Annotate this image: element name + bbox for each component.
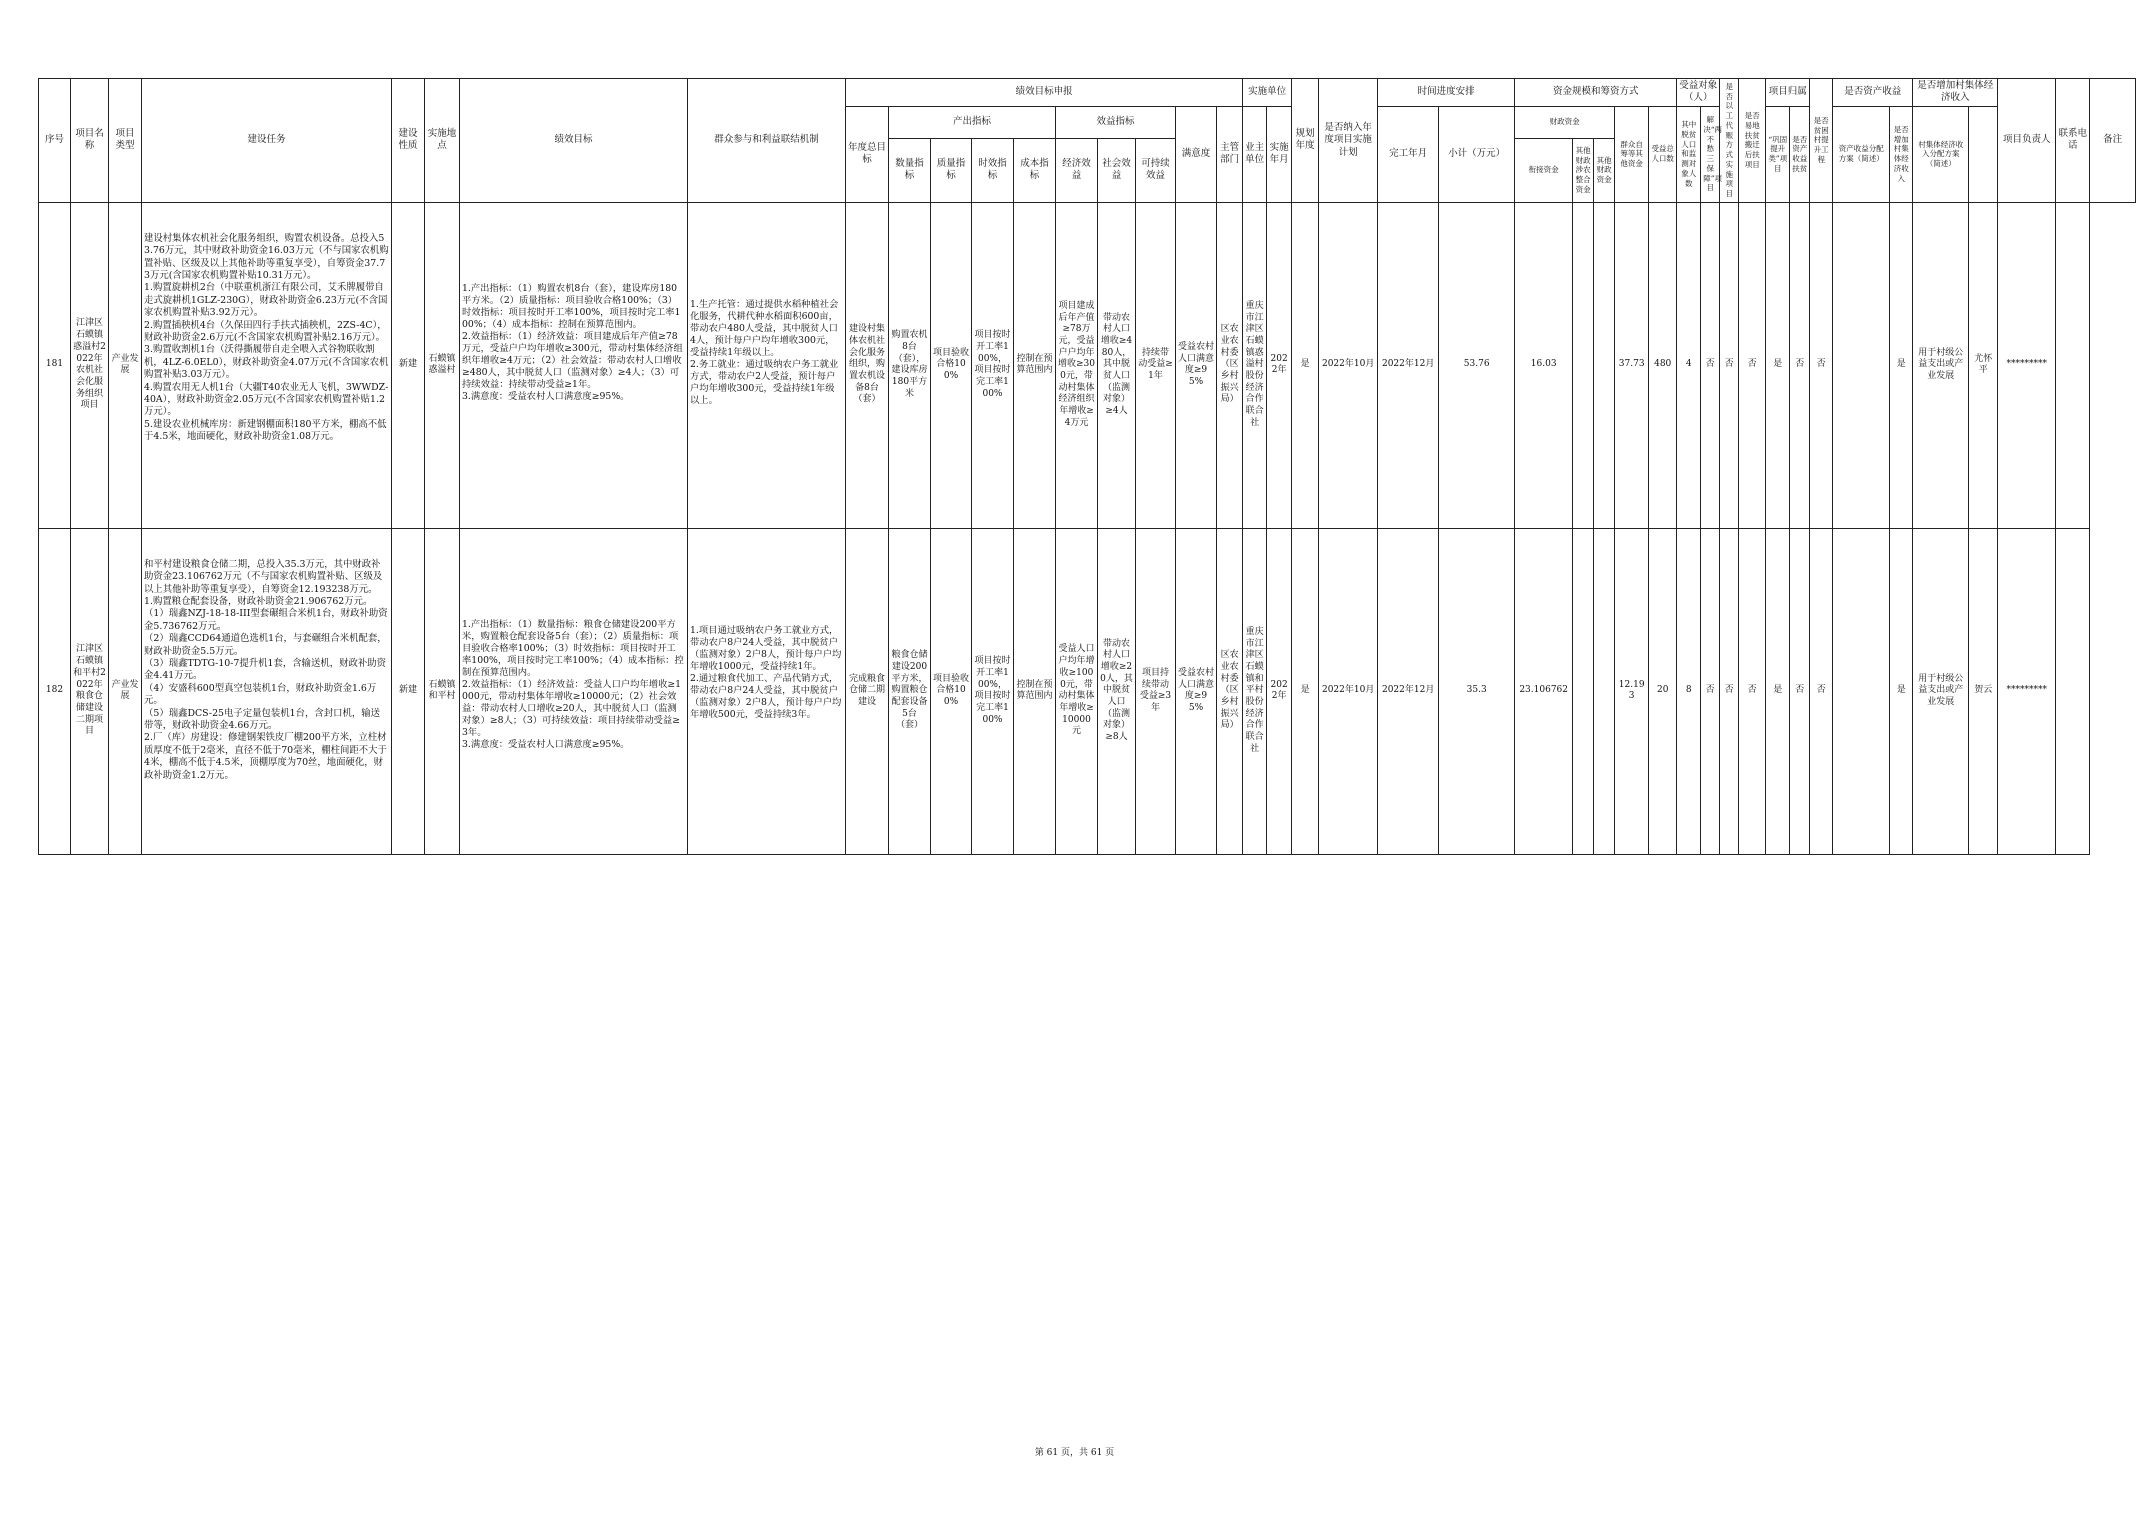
header-plan-year: 规划年度 xyxy=(1292,79,1319,203)
header-qty: 数量指标 xyxy=(889,138,931,202)
cell-asset-yn: 否 xyxy=(1810,202,1833,528)
header-asset-plan: 资产收益分配方案（简述） xyxy=(1833,106,1890,202)
header-coll-yn: 是否增加村集体经济收入 xyxy=(1890,106,1913,202)
header-fiscal: 财政资金 xyxy=(1515,106,1615,138)
cell-two-guar: 否 xyxy=(1739,528,1766,854)
cell-annual: 完成粮食仓储二期建设 xyxy=(846,528,889,854)
header-cost: 成本指标 xyxy=(1014,138,1056,202)
cell-start: 2022年10月 xyxy=(1319,202,1378,528)
header-collective: 是否增加村集体经济收入 xyxy=(1913,79,1998,107)
header-sustain: 可持续效益 xyxy=(1136,138,1176,202)
cell-fund-link: 23.106762 xyxy=(1515,528,1573,854)
header-schedule: 时间进度安排 xyxy=(1378,79,1515,107)
cell-coll-plan: 用于村级公益支出或产业发展 xyxy=(1913,528,1969,854)
cell-two-guar: 否 xyxy=(1739,202,1766,528)
header-goal: 绩效目标 xyxy=(460,79,688,203)
cell-plan-year: 2022年 xyxy=(1267,202,1292,528)
header-lift: 是否贫困村提升工程 xyxy=(1810,79,1833,203)
cell-consolidate: 是 xyxy=(1766,528,1790,854)
header-name: 项目名称 xyxy=(71,79,109,203)
cell-satisfaction: 受益农村人口满意度≥95% xyxy=(1176,202,1217,528)
header-fund-other: 其他财政资金 xyxy=(1594,138,1615,202)
header-qual: 质量指标 xyxy=(931,138,972,202)
header-beneficiaries: 受益对象（人） xyxy=(1677,79,1720,107)
header-time: 时效指标 xyxy=(972,138,1014,202)
header-owner: 业主单位 xyxy=(1243,106,1267,202)
header-place: 实施地点 xyxy=(425,79,460,203)
header-ownership: 项目归属 xyxy=(1766,79,1810,107)
cell-plan-year: 2022年 xyxy=(1267,528,1292,854)
header-remark: 备注 xyxy=(2090,79,2136,203)
cell-asset-plan xyxy=(1833,528,1890,854)
header-fund-link: 衔接资金 xyxy=(1515,138,1573,202)
cell-goal: 1.产出指标：（1）购置农机8台（套），建设库房180平方米。（2）质量指标：项目验收合格100%；（3）时效指标：项目按时开工率100%，项目按时完工率100%；（4）成本指标：控制在预算范围内。 2.效益指标：（1）经济效益：项目建成后年产值≥78万元，受益户户均年增收≥300元，带动村集体经济组织年增收≥4万元；（2）社会效益：带动农村人口增收≥480人，其中脱贫人口（监测对象）≥4人；（3）可持续效益：持续带动受益≥1年。 3.满意度：受益农村人口满意度≥95%。 xyxy=(460,202,688,528)
cell-coll-plan: 用于村级公益支出或产业发展 xyxy=(1913,202,1969,528)
cell-coll-yn: 是 xyxy=(1890,202,1913,528)
cell-lift: 否 xyxy=(1790,528,1810,854)
header-nature: 建设性质 xyxy=(392,79,425,203)
header-output: 产出指标 xyxy=(889,106,1056,138)
cell-workrelief: 否 xyxy=(1701,202,1720,528)
header-econ: 经济效益 xyxy=(1056,138,1098,202)
header-relocation: 是否易地扶贫搬迁后扶项目 xyxy=(1739,79,1766,203)
header-leader: 项目负责人 xyxy=(1998,79,2056,203)
cell-nature: 新建 xyxy=(392,528,425,854)
cell-sustain: 项目持续带动受益≥3年 xyxy=(1136,528,1176,854)
cell-remark xyxy=(2056,202,2090,528)
header-two-guar: 解决“两不愁三保障”项目 xyxy=(1701,106,1720,202)
cell-asset-plan xyxy=(1833,202,1890,528)
cell-social: 带动农村人口增收≥20人，其中脱贫人口（监测对象）≥8人 xyxy=(1098,528,1136,854)
cell-coll-yn: 是 xyxy=(1890,528,1913,854)
cell-qual: 项目验收合格100% xyxy=(931,202,972,528)
header-dept: 主管部门 xyxy=(1217,106,1243,202)
header-annual: 年度总目标 xyxy=(846,106,889,202)
cell-subtotal: 53.76 xyxy=(1439,202,1515,528)
cell-nature: 新建 xyxy=(392,202,425,528)
cell-owner: 重庆市江津区石蟆镇和平村股份经济合作联合社 xyxy=(1243,528,1267,854)
cell-annual: 建设村集体农机社会化服务组织，购置农机设备8台（套） xyxy=(846,202,889,528)
header-fund-other-int: 其他财政涉农整合资金 xyxy=(1573,138,1594,202)
cell-cost: 控制在预算范围内 xyxy=(1014,202,1056,528)
cell-benef-poor: 8 xyxy=(1677,528,1701,854)
header-benef-total: 受益总人口数 xyxy=(1649,106,1677,202)
cell-time: 项目按时开工率100%，项目按时完工率100% xyxy=(972,202,1014,528)
cell-fund-other xyxy=(1594,202,1615,528)
header-consolidate: “巩固提升类”项目 xyxy=(1766,106,1790,202)
header-benefit: 效益指标 xyxy=(1056,106,1176,138)
cell-fund-other-int xyxy=(1573,528,1594,854)
cell-econ: 受益人口户均年增收≥1000元，带动村集体年增收≥10000元 xyxy=(1056,528,1098,854)
cell-seq: 182 xyxy=(39,528,71,854)
cell-fund-link: 16.03 xyxy=(1515,202,1573,528)
header-funds: 资金规模和筹资方式 xyxy=(1515,79,1677,107)
cell-consolidate: 是 xyxy=(1766,202,1790,528)
header-asset-yn: 是否资产收益扶贫 xyxy=(1790,106,1810,202)
cell-place: 石蟆镇惑溢村 xyxy=(425,202,460,528)
header-perf: 绩效目标申报 xyxy=(846,79,1243,107)
header-workrelief: 是否以工代赈方式实施项目 xyxy=(1720,79,1739,203)
cell-task: 建设村集体农机社会化服务组织，购置农机设备。总投入53.76万元，其中财政补助资金16.03万元（不与国家农机购置补贴、区级及以上其他补助等重复享受），自筹资金37.73万元(含国家农机购置补贴10.31万元）。 1.购置旋耕机2台（中联重机浙江有限公司，艾禾牌履带自走式旋耕机1GLZ-230G），财政补助资金6.23万元(不含国家农机购置补贴3.92万元）。 2.购置插秧机4台（久保田四行手扶式插秧机，2ZS-4C），财政补助资金2.6万元(不含国家农机购置补贴2.16万元）。 3.购置收割机1台（沃得撕履带自走全喂入式谷物联收割机，4LZ-6.0EL0），财政补助资金4.07万元(不含国家农机购置补贴3.03万元）。 4.购置农用无人机1台（大疆T40农业无人飞机，3WWDZ-40A），财政补助资金2.05万元(不含国家农机购置补贴1.2万元）。 5.建设农业机械库房：新建钢棚面积180平方米，棚高不低于4.5米，地面硬化，财政补助资金1.08万元。 xyxy=(142,202,392,528)
header-benef-poor: 其中脱贫人口和监测对象人数 xyxy=(1677,106,1701,202)
cell-econ: 项目建成后年产值≥78万元，受益户户均年增收≥300元，带动村集体经济组织年增收≥4万元 xyxy=(1056,202,1098,528)
cell-workrelief: 否 xyxy=(1701,528,1720,854)
cell-phone: ********* xyxy=(1998,202,2056,528)
cell-dept: 区农业农村委（区乡村振兴局） xyxy=(1217,202,1243,528)
header-asset: 是否资产收益 xyxy=(1833,79,1913,107)
cell-in-plan: 是 xyxy=(1292,528,1319,854)
cell-sustain: 持续带动受益≥1年 xyxy=(1136,202,1176,528)
cell-mass: 1.生产托管：通过提供水稻种植社会化服务，代耕代种水稻面积600亩，带动农户480人受益，其中脱贫人口4人，预计每户户均年增收300元，受益持续1年级以上。 2.务工就业：通过吸纳农户务工就业方式，带动农户2人受益，预计每户户均年增收300元，受益持续1年级以上。 xyxy=(688,202,846,528)
cell-selfraise: 12.193 xyxy=(1615,528,1649,854)
cell-qty: 粮食仓储建设200平方米，购置粮仓配套设备5台（套） xyxy=(889,528,931,854)
cell-satisfaction: 受益农村人口满意度≥95% xyxy=(1176,528,1217,854)
header-satisfaction: 满意度 xyxy=(1176,106,1217,202)
header-start: 实施年月 xyxy=(1267,106,1292,202)
header-phone: 联系电话 xyxy=(2056,79,2090,203)
cell-goal: 1.产出指标：（1）数量指标：粮食仓储建设200平方米，购置粮仓配套设备5台（套）；（2）质量指标：项目验收合格率100%；（3）时效指标：项目按时开工率100%，项目按时完工率100%；（4）成本指标：控制在预算范围内。 2.效益指标：（1）经济效益：受益人口户均年增收≥1000元，带动村集体年增收≥10000元；（2）社会效益：带动农村人口增收≥20人，其中脱贫人口（监测对象）≥8人；（3）可持续效益：项目持续带动受益≥3年。 3.满意度：受益农村人口满意度≥95%。 xyxy=(460,528,688,854)
cell-qual: 项目验收合格100% xyxy=(931,528,972,854)
header-social: 社会效益 xyxy=(1098,138,1136,202)
cell-leader: 尤怀平 xyxy=(1969,202,1998,528)
header-selfraise: 群众自筹等其他资金 xyxy=(1615,106,1649,202)
cell-qty: 购置农机8台（套），建设库房180平方米 xyxy=(889,202,931,528)
cell-owner: 重庆市江津区石蟆镇惑溢村股份经济合作联合社 xyxy=(1243,202,1267,528)
cell-leader: 贺云 xyxy=(1969,528,1998,854)
header-coll-plan: 村集体经济收入分配方案（简述） xyxy=(1913,106,1969,202)
cell-start: 2022年10月 xyxy=(1319,528,1378,854)
cell-mass: 1.项目通过吸纳农户务工就业方式，带动农户8户24人受益，其中脱贫户（监测对象）2户8人，预计每户户均年增收1000元，受益持续1年。 2.通过粮食代加工、产品代销方式，带动农户8户24人受益，其中脱贫户（监测对象）2户8人，预计每户户均年增收500元，受益持续3年。 xyxy=(688,528,846,854)
cell-social: 带动农村人口增收≥480人，其中脱贫人口（监测对象）≥4人 xyxy=(1098,202,1136,528)
cell-subtotal: 35.3 xyxy=(1439,528,1515,854)
cell-cost: 控制在预算范围内 xyxy=(1014,528,1056,854)
header-end: 完工年月 xyxy=(1378,106,1439,202)
header-unit: 实施单位 xyxy=(1243,79,1292,107)
cell-phone: ********* xyxy=(1998,528,2056,854)
cell-asset-yn: 否 xyxy=(1810,528,1833,854)
table-row xyxy=(39,202,2136,528)
cell-fund-other-int xyxy=(1573,202,1594,528)
cell-fund-other xyxy=(1594,528,1615,854)
cell-dept: 区农业农村委（区乡村振兴局） xyxy=(1217,528,1243,854)
cell-benef-poor: 4 xyxy=(1677,202,1701,528)
cell-end: 2022年12月 xyxy=(1378,528,1439,854)
cell-type: 产业发展 xyxy=(109,202,142,528)
cell-name: 江津区石蟆镇惑溢村2022年农机社会化服务组织项目 xyxy=(71,202,109,528)
cell-benef-total: 20 xyxy=(1649,528,1677,854)
cell-type: 产业发展 xyxy=(109,528,142,854)
header-in-plan: 是否纳入年度项目实施计划 xyxy=(1319,79,1378,203)
header-type: 项目类型 xyxy=(109,79,142,203)
page-footer: 第 61 页，共 61 页 xyxy=(1034,1448,1115,1458)
cell-benef-total: 480 xyxy=(1649,202,1677,528)
header-subtotal: 小计（万元） xyxy=(1439,106,1515,202)
cell-seq: 181 xyxy=(39,202,71,528)
table-row xyxy=(39,528,2136,854)
header-mass: 群众参与和利益联结机制 xyxy=(688,79,846,203)
header-seq: 序号 xyxy=(39,79,71,203)
cell-remark xyxy=(2056,528,2090,854)
cell-time: 项目按时开工率100%，项目按时完工率100% xyxy=(972,528,1014,854)
cell-lift: 否 xyxy=(1790,202,1810,528)
header-task: 建设任务 xyxy=(142,79,392,203)
cell-place: 石蟆镇和平村 xyxy=(425,528,460,854)
cell-in-plan: 是 xyxy=(1292,202,1319,528)
cell-relocation: 否 xyxy=(1720,202,1739,528)
project-table xyxy=(38,78,2136,855)
cell-end: 2022年12月 xyxy=(1378,202,1439,528)
cell-task: 和平村建设粮食仓储二期，总投入35.3万元，其中财政补助资金23.106762万元（不与国家农机购置补贴、区级及以上其他补助等重复享受），自筹资金12.193238万元。 1.购置粮仓配套设备，财政补助资金21.906762万元。 （1）瑞鑫NZJ-18-18-III型套碾组合米机1台，财政补助资金5.736762万元。 （2）瑞鑫CCD64通道色选机1台，与套碾组合米机配套，财政补助资金5.5万元。 （3）瑞鑫TDTG-10-7提升机1套，含输送机，财政补助资金4.41万元。 （4）安盛科600型真空包装机1台，财政补助资金1.6万元。 （5）瑞鑫DCS-25电子定量包装机1台，含封口机，输送带等，财政补助资金4.66万元。 2.厂（库）房建设：修建钢架铁皮厂棚200平方米，立柱材质厚度不低于2毫米，直径不低于70毫米，棚柱间距不大于4米，棚高不低于4.5米，顶棚厚度为70丝，地面硬化，财政补助资金1.2万元。 xyxy=(142,528,392,854)
cell-relocation: 否 xyxy=(1720,528,1739,854)
cell-selfraise: 37.73 xyxy=(1615,202,1649,528)
cell-name: 江津区石蟆镇和平村2022年粮食仓储建设二期项目 xyxy=(71,528,109,854)
